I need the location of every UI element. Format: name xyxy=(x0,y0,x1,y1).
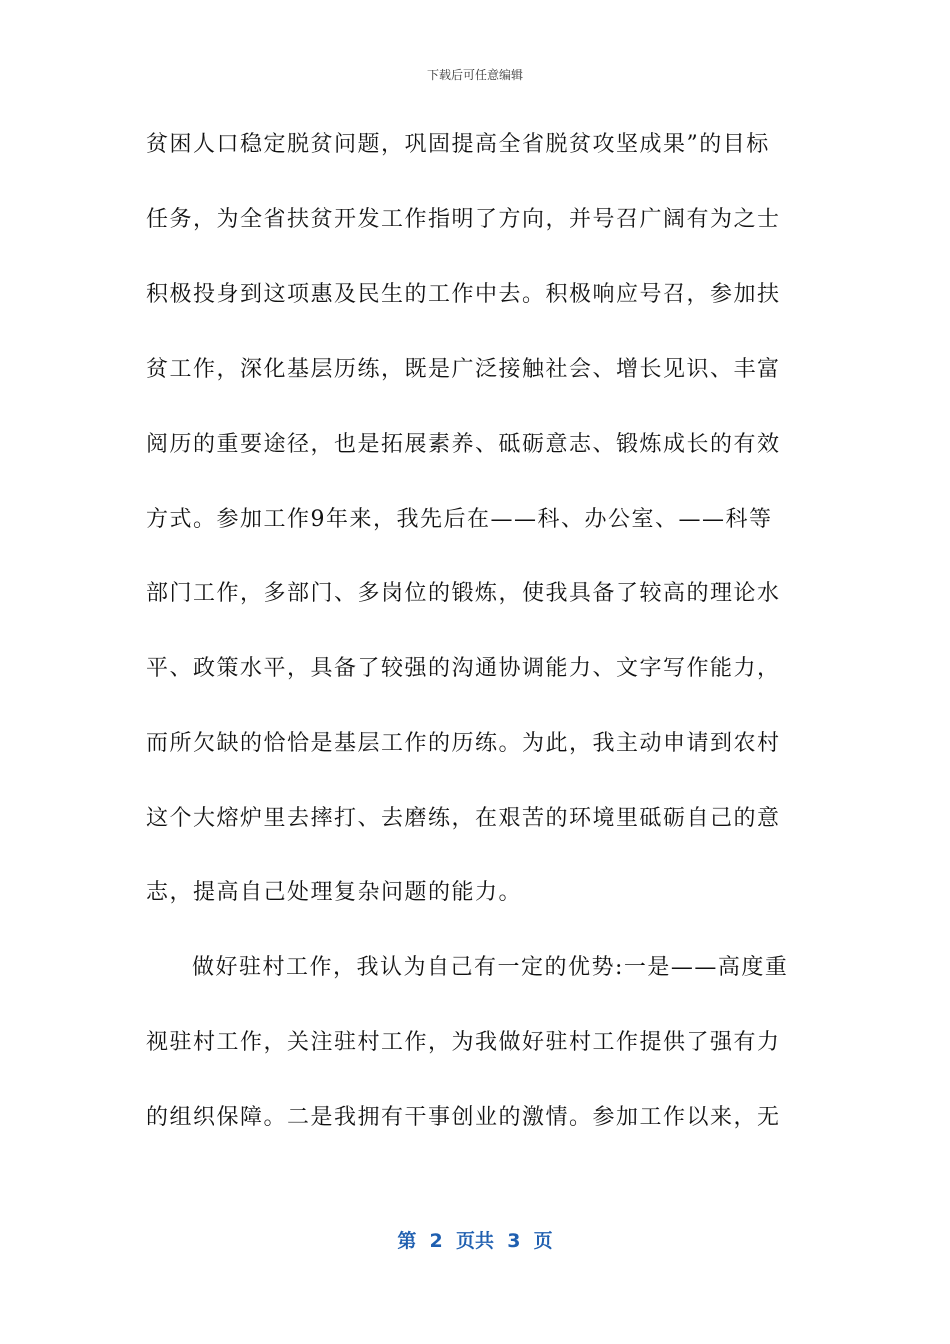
page-header-note: 下载后可任意编辑 xyxy=(426,68,523,82)
text-line: 贫困人口稳定脱贫问题，巩固提高全省脱贫攻坚成果”的目标 xyxy=(146,132,770,157)
text-line: 志，提高自己处理复杂问题的能力。 xyxy=(146,880,523,905)
text-line: 阅历的重要途径，也是拓展素养、砥砺意志、锻炼成长的有效 xyxy=(146,432,781,457)
paragraph-first-line: 做好驻村工作，我认为自己有一定的优势:一是——高度重 xyxy=(192,955,789,980)
text-line: 平、政策水平，具备了较强的沟通协调能力、文字写作能力， xyxy=(146,656,781,681)
text-line: 的组织保障。二是我拥有干事创业的激情。参加工作以来，无 xyxy=(146,1105,781,1130)
text-line: 任务，为全省扶贫开发工作指明了方向，并号召广阔有为之士 xyxy=(146,207,781,232)
text-line: 视驻村工作，关注驻村工作，为我做好驻村工作提供了强有力 xyxy=(146,1030,781,1055)
text-line: 而所欠缺的恰恰是基层工作的历练。为此，我主动申请到农村 xyxy=(146,731,781,756)
text-line: 部门工作，多部门、多岗位的锻炼，使我具备了较高的理论水 xyxy=(146,581,781,606)
text-line: 积极投身到这项惠及民生的工作中去。积极响应号召，参加扶 xyxy=(146,282,781,307)
text-line: 方式。参加工作9年来，我先后在——科、办公室、——科等 xyxy=(146,507,773,532)
page-number-footer xyxy=(0,1226,950,1253)
text-line: 这个大熔炉里去摔打、去磨练，在艰苦的环境里砥砺自己的意 xyxy=(146,806,781,831)
page-number-label: 第 2 页共 3 页 xyxy=(397,1230,553,1252)
text-line: 贫工作，深化基层历练，既是广泛接触社会、增长见识、丰富 xyxy=(146,357,781,382)
